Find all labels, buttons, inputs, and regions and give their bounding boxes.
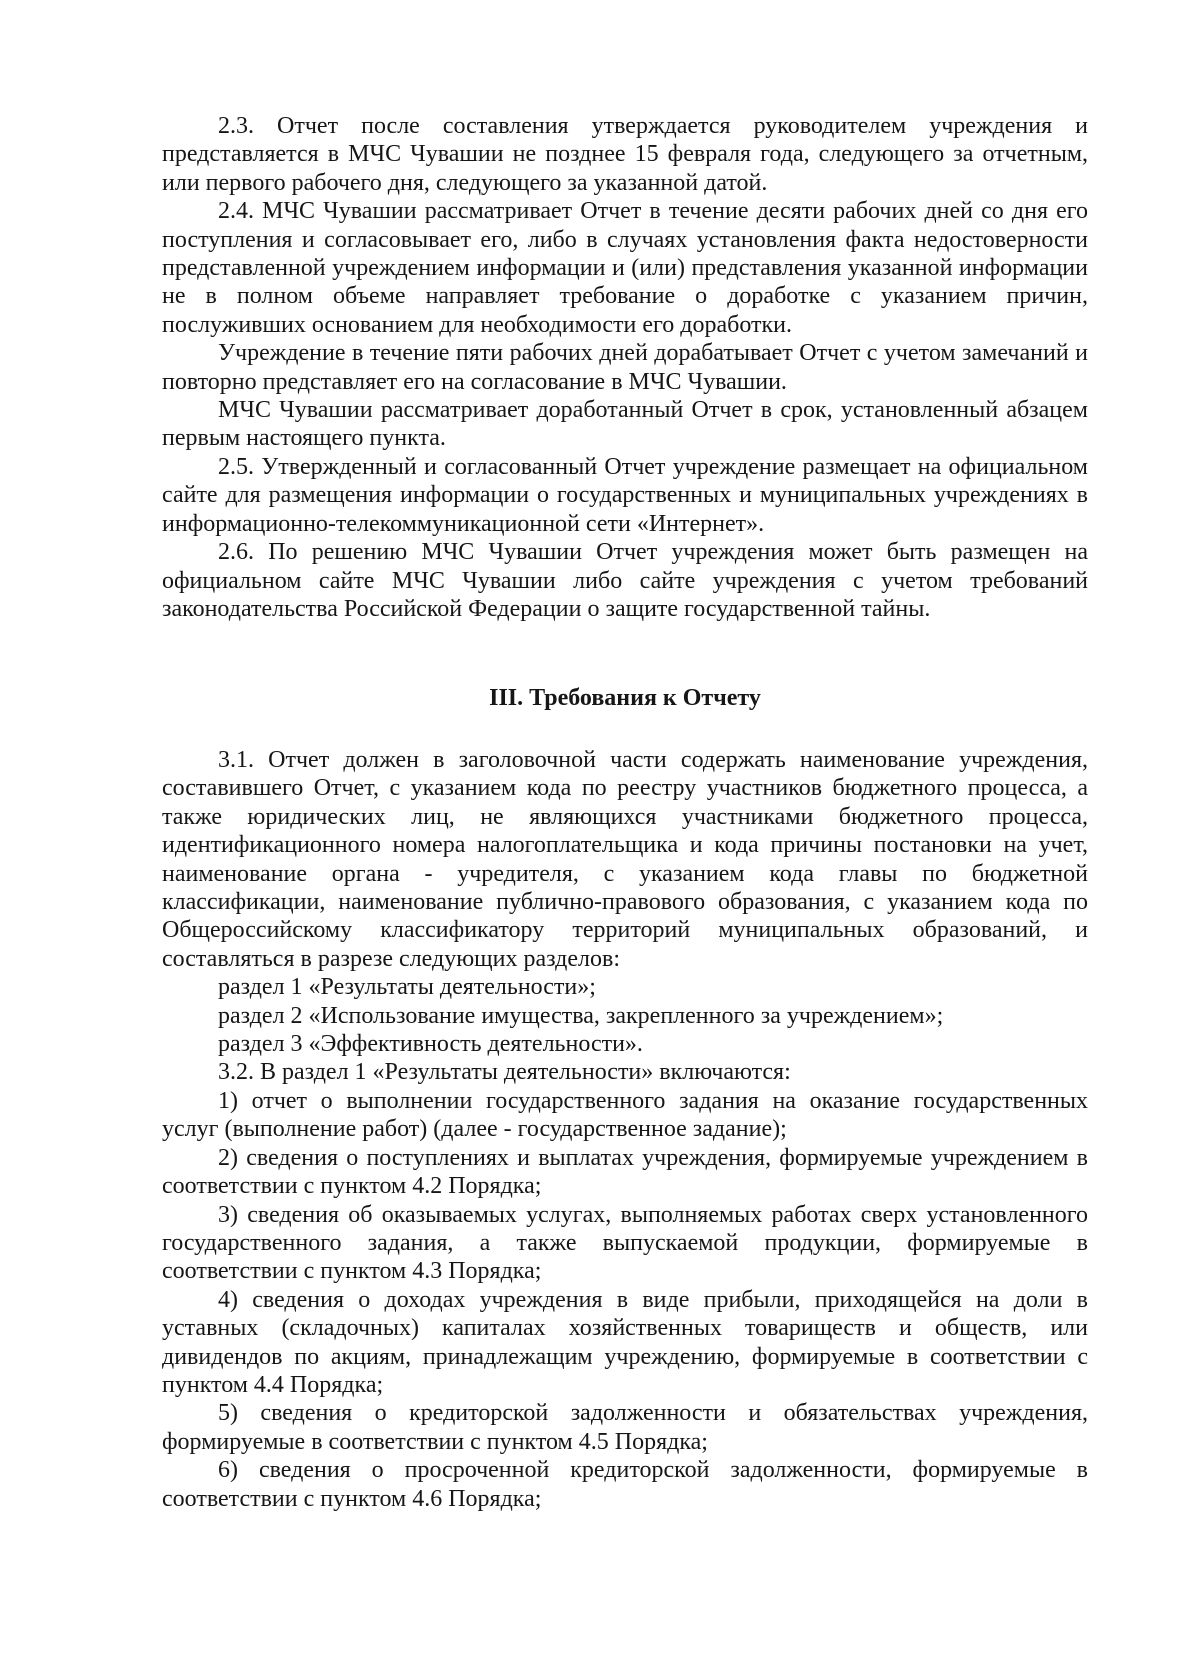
- list-item-5: 5) сведения о кредиторской задолженности и обязательствах учреждения, формируемые в соответствии с пунктом 4.5 Порядка;: [162, 1400, 1088, 1455]
- list-item-section-2: раздел 2 «Использование имущества, закрепленного за учреждением»;: [218, 1002, 944, 1029]
- paragraph-2-4-rework: Учреждение в течение пяти рабочих дней дорабатывает Отчет с учетом замечаний и повторно представляет его на согласование в МЧС Чувашии.: [162, 340, 1088, 395]
- paragraph-3-1: 3.1. Отчет должен в заголовочной части содержать наименование учреждения, составившего Отчет, с указанием кода по реестру участников бюджетного процесса, а также юридических лиц, не являющихся участниками бюджетного процесса, идентификационного номера налогоплательщика и кода причины постановки на учет, наименование органа - учредителя, с указанием кода главы по бюджетной классификации, наименование публично-правового образования, с указанием кода по Общероссийскому классификатору территорий муниципальных образований, и составляться в разрезе следующих разделов:: [162, 747, 1088, 972]
- paragraph-2-3: 2.3. Отчет после составления утверждается руководителем учреждения и представляется в МЧС Чувашии не позднее 15 февраля года, следующего за отчетным, или первого рабочего дня, следующего за указанной датой.: [162, 113, 1088, 196]
- paragraph-2-5: 2.5. Утвержденный и согласованный Отчет учреждение размещает на официальном сайте для размещения информации о государственных и муниципальных учреждениях в информационно-телекоммуникационной сети «Интернет».: [162, 453, 1088, 537]
- list-item-6: 6) сведения о просроченной кредиторской задолженности, формируемые в соответствии с пунктом 4.6 Порядка;: [162, 1457, 1088, 1512]
- list-item-2: 2) сведения о поступлениях и выплатах учреждения, формируемые учреждением в соответствии с пунктом 4.2 Порядка;: [162, 1144, 1088, 1200]
- list-item-3: 3) сведения об оказываемых услугах, выполняемых работах сверх установленного государственного задания, а также выпускаемой продукции, формируемые в соответствии с пунктом 4.3 Порядка;: [162, 1201, 1088, 1285]
- list-item-1: 1) отчет о выполнении государственного задания на оказание государственных услуг (выполнение работ) (далее - государственное задание);: [162, 1087, 1088, 1143]
- paragraph-2-6: 2.6. По решению МЧС Чувашии Отчет учреждения может быть размещен на официальном сайте МЧС Чувашии либо сайте учреждения с учетом требований законодательства Российской Федерации о защите государственной тайны.: [162, 539, 1088, 622]
- paragraph-3-2: 3.2. В раздел 1 «Результаты деятельности» включаются:: [218, 1059, 791, 1086]
- section-2-body: [162, 112, 1088, 623]
- list-item-section-1: раздел 1 «Результаты деятельности»;: [218, 974, 596, 1001]
- list-item-4: 4) сведения о доходах учреждения в виде прибыли, приходящейся на доли в уставных (складочных) капиталах хозяйственных товариществ и обществ, или дивидендов по акциям, принадлежащим учреждению, формируемые в соответствии с пунктом 4.4 Порядка;: [162, 1286, 1088, 1398]
- list-item-section-3: раздел 3 «Эффективность деятельности».: [218, 1031, 643, 1058]
- section-3-body: [162, 746, 1088, 1513]
- paragraph-2-4-review: МЧС Чувашии рассматривает доработанный Отчет в срок, установленный абзацем первым настоящего пункта.: [162, 397, 1088, 452]
- paragraph-2-4: 2.4. МЧС Чувашии рассматривает Отчет в течение десяти рабочих дней со дня его поступления и согласовывает его, либо в случаях установления факта недостоверности представленной учреждением информации и (или) представления указанной информации не в полном объеме направляет требование о доработке с указанием причин, послуживших основанием для необходимости его доработки.: [162, 198, 1088, 338]
- section-3-heading: III. Требования к Отчету: [489, 685, 761, 711]
